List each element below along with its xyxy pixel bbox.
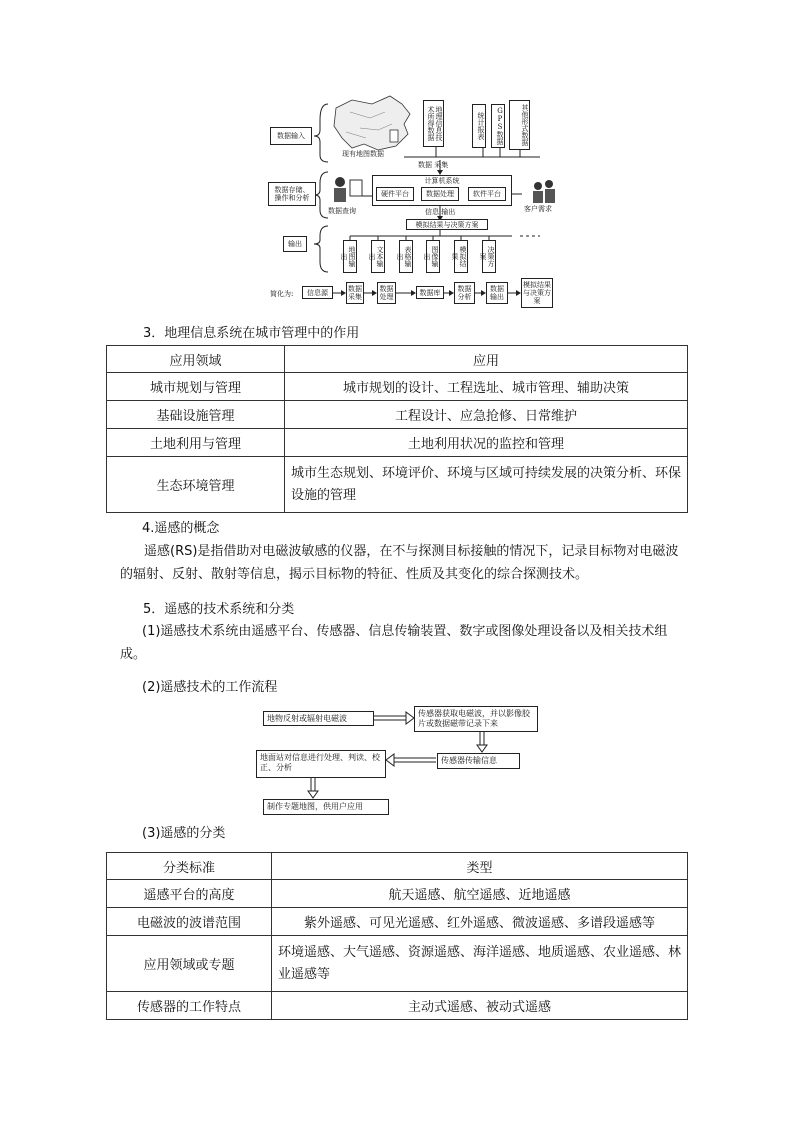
- table-cell: 应用领域或专题: [107, 936, 272, 992]
- table-header: 应用领域: [107, 346, 285, 373]
- step-result: 模拟结果与决策方案: [521, 278, 553, 308]
- rs-system-paragraph: (1)遥感技术系统由遥感平台、传感器、信息传输装置、数字或图像处理设备以及相关技术组成。: [120, 624, 668, 662]
- step-process: 数据处理: [377, 282, 396, 304]
- query-label: 数据查询: [328, 207, 356, 215]
- output-text: 文本输出: [371, 240, 385, 273]
- table-row: [107, 908, 688, 936]
- table-cell: 紫外遥感、可见光遥感、红外遥感、微波遥感、多谱段遥感等: [272, 908, 688, 936]
- data-processing: 数据处理: [421, 187, 459, 201]
- label-output: 输出: [283, 236, 307, 252]
- source-gps: GPS数据: [491, 104, 505, 148]
- table-cell: 航天遥感、航空遥感、近地遥感: [272, 880, 688, 908]
- table-cell: 土地利用与管理: [107, 429, 285, 457]
- step-analysis: 数据分析: [454, 282, 475, 304]
- table-row: [107, 992, 688, 1020]
- flow-step-5: 制作专题地图，供用户应用: [263, 799, 389, 815]
- source-other: 其他形式数据: [509, 100, 530, 150]
- client-label: 客户需求: [524, 205, 552, 213]
- section4-heading: 4.遥感的概念: [142, 521, 220, 536]
- section5-heading: 5．遥感的技术系统和分类: [143, 602, 295, 617]
- source-statistics: 统计报表: [472, 104, 486, 148]
- step-database: 数据库: [416, 286, 444, 299]
- table-header: 应用: [285, 346, 688, 373]
- output-table: 表格输出: [399, 240, 413, 273]
- table-cell: 城市规划与管理: [107, 373, 285, 401]
- flow-step-1: 地物反射或辐射电磁波: [263, 711, 374, 726]
- table-cell: 遥感平台的高度: [107, 880, 272, 908]
- table-cell: 城市生态规划、环境评价、环境与区域可持续发展的决策分析、环保设施的管理: [285, 457, 688, 513]
- table-cell: 电磁波的波谱范围: [107, 908, 272, 936]
- table-cell: 传感器的工作特点: [107, 992, 272, 1020]
- table-header: 类型: [272, 853, 688, 880]
- rs-workflow-heading: (2)遥感技术的工作流程: [142, 680, 278, 695]
- hardware-platform: 硬件平台: [376, 187, 414, 201]
- label-data-input: 数据输入: [270, 127, 312, 145]
- software-platform: 软件平台: [468, 187, 506, 201]
- rs-classification-table: [106, 852, 688, 1020]
- step-output: 数据输出: [486, 282, 508, 304]
- output-sim: 模拟结果: [454, 240, 468, 273]
- collect-label: 数据 采集: [418, 161, 449, 169]
- computer-system-title: 计算机系统: [424, 177, 460, 185]
- rs-definition: 遥感(RS)是指借助对电磁波敏感的仪器，在不与探测目标接触的情况下，记录目标物对电磁波的辐射、反射、散射等信息，揭示目标物的特征、性质及其变化的综合探测技术。: [120, 544, 679, 582]
- step-info-source: 信息源: [302, 286, 333, 299]
- source-gis-data: 地理信息技术所得数据: [423, 100, 444, 147]
- flow-step-3: 传感器传输信息: [437, 753, 520, 769]
- table-row: [107, 880, 688, 908]
- sim-result-box: 模拟结果与决策方案: [406, 219, 488, 230]
- table-cell: 主动式遥感、被动式遥感: [272, 992, 688, 1020]
- table-cell: 工程设计、应急抢修、日常维护: [285, 401, 688, 429]
- map-caption: 现有地图数据: [342, 150, 384, 158]
- table-cell: 基础设施管理: [107, 401, 285, 429]
- table-header-row: [107, 853, 688, 880]
- step-collect: 数据采集: [346, 282, 364, 304]
- label-data-storage: 数据存储、 操作和分析: [268, 182, 316, 206]
- table-cell: 城市规划的设计、工程选址、城市管理、辅助决策: [285, 373, 688, 401]
- output-map: 地图输出: [343, 240, 357, 273]
- simplified-label: 简化为:: [270, 290, 294, 298]
- rs-classification-heading: (3)遥感的分类: [142, 826, 226, 841]
- flow-step-2: 传感器获取电磁波，并以影像胶片或数据磁带记录下来: [414, 706, 538, 732]
- section3-heading: 3．地理信息系统在城市管理中的作用: [143, 326, 360, 341]
- info-output-label: 信息 输出: [425, 208, 456, 216]
- table-row: [107, 936, 688, 992]
- output-decision: 决策方案: [482, 240, 496, 273]
- table-cell: 土地利用状况的监控和管理: [285, 429, 688, 457]
- table-cell: 生态环境管理: [107, 457, 285, 513]
- table-header: 分类标准: [107, 853, 272, 880]
- table-cell: 环境遥感、大气遥感、资源遥感、海洋遥感、地质遥感、农业遥感、林业遥感等: [272, 936, 688, 992]
- flow-step-4: 地面站对信息进行处理、判读、校正、分析: [256, 750, 386, 778]
- output-image: 图像输出: [426, 240, 440, 273]
